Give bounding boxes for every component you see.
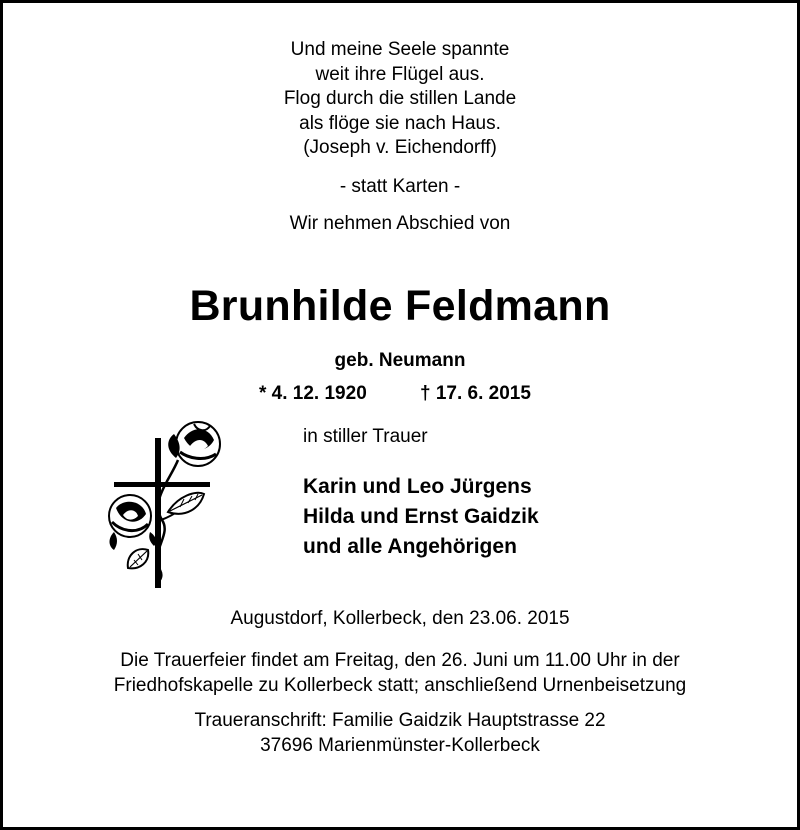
address-line: Traueranschrift: Familie Gaidzik Hauptstrasse 22: [194, 710, 606, 731]
maiden-name: geb. Neumann: [334, 350, 466, 371]
ceremony-info: [0, 648, 800, 698]
place-date: Augustdorf, Kollerbeck, den 23.06. 2015: [230, 608, 570, 629]
mourners-list: [303, 472, 539, 562]
address-line: 37696 Marienmünster-Kollerbeck: [260, 735, 540, 756]
ceremony-line: Die Trauerfeier findet am Freitag, den 26. Juni um 11.00 Uhr in der: [120, 650, 680, 671]
birth-date: * 4. 12. 1920: [259, 383, 367, 404]
ceremony-line: Friedhofskapelle zu Kollerbeck statt; anschließend Urnenbeisetzung: [113, 675, 687, 696]
poem-author: (Joseph v. Eichendorff): [303, 137, 497, 158]
poem: [0, 38, 800, 161]
mourning-label: in stiller Trauer: [303, 426, 428, 447]
mourner: Hilda und Ernst Gaidzik: [303, 505, 539, 528]
farewell-intro: Wir nehmen Abschied von: [289, 213, 511, 234]
mourner: Karin und Leo Jürgens: [303, 475, 532, 498]
mourning-address: [0, 708, 800, 758]
cross-with-roses-icon: [100, 420, 230, 588]
poem-line: Flog durch die stillen Lande: [283, 88, 517, 109]
death-date: † 17. 6. 2015: [420, 383, 531, 404]
poem-line: weit ihre Flügel aus.: [315, 63, 485, 85]
poem-line: Und meine Seele spannte: [290, 39, 510, 60]
poem-line: als flöge sie nach Haus.: [299, 112, 501, 134]
mourner: und alle Angehörigen: [303, 535, 517, 558]
deceased-name: Brunhilde Feldmann: [189, 282, 611, 330]
statt-karten: - statt Karten -: [339, 176, 461, 197]
